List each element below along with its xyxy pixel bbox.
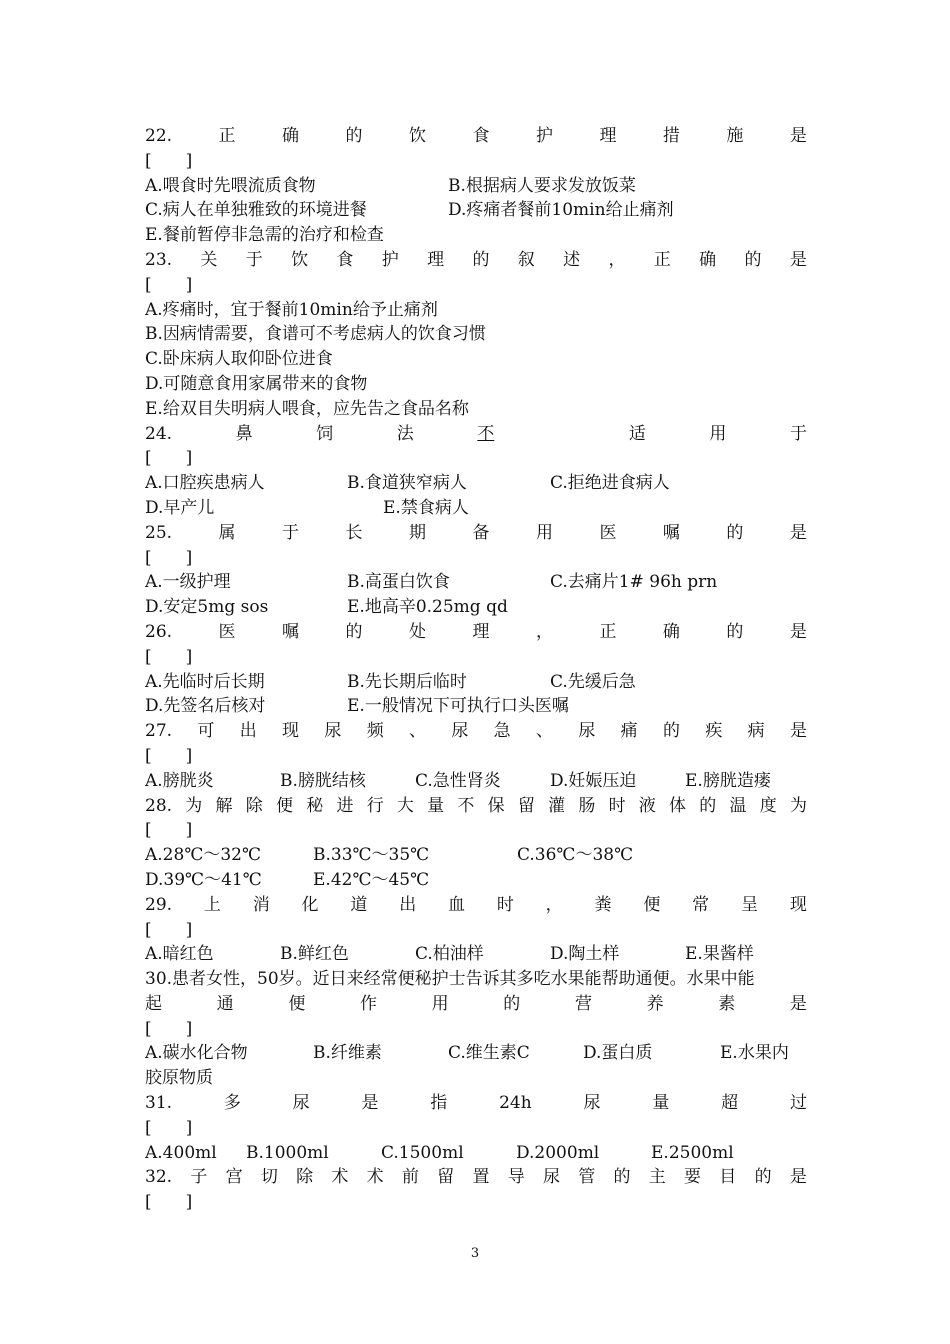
option-a: A.膀胱炎 bbox=[145, 770, 214, 791]
stem-token: 确 bbox=[699, 249, 717, 270]
stem-token: 32. bbox=[145, 1167, 173, 1188]
stem-token: 导 bbox=[507, 1167, 525, 1188]
stem-token: 、 bbox=[536, 721, 553, 742]
stem-token: 医 bbox=[218, 621, 236, 642]
stem-token: 确 bbox=[282, 126, 300, 146]
stem-token: 叙 bbox=[517, 249, 535, 270]
stem-token: 24. bbox=[145, 423, 173, 444]
stem-token: 通 bbox=[216, 993, 234, 1014]
stem-token: 29. bbox=[145, 894, 173, 915]
option-e: E.膀胱造瘘 bbox=[685, 770, 771, 791]
stem-token: 医 bbox=[599, 522, 617, 543]
answer-bracket: [ ] bbox=[145, 919, 193, 940]
option-e-continued: 胶原物质 bbox=[145, 1068, 213, 1089]
option-e: E.给双目失明病人喂食，应先告之食品名称 bbox=[145, 398, 469, 419]
stem-token: 是 bbox=[789, 522, 807, 543]
stem-token: 是 bbox=[789, 249, 807, 270]
stem-token: 疾 bbox=[705, 721, 723, 742]
option-e: E.地高辛0.25mg qd bbox=[347, 597, 508, 618]
question-26-stem bbox=[145, 620, 807, 645]
answer-bracket: [ ] bbox=[145, 820, 193, 841]
stem-token: 秘 bbox=[306, 795, 324, 816]
stem-token: 素 bbox=[718, 993, 736, 1014]
stem-token: 可 bbox=[197, 721, 215, 742]
stem-token: 的 bbox=[613, 1167, 631, 1188]
stem-token: 指 bbox=[430, 1093, 448, 1114]
stem-token: 23. bbox=[145, 249, 173, 270]
stem-token: 术 bbox=[331, 1167, 349, 1188]
options-row bbox=[145, 843, 807, 868]
stem-token: 的 bbox=[345, 621, 363, 642]
question-31-stem bbox=[145, 1091, 807, 1116]
stem-token: 正 bbox=[218, 126, 236, 146]
stem-token: 急 bbox=[493, 721, 511, 742]
stem-token: 正 bbox=[653, 249, 671, 270]
option-a: A.喂食时先喂流质食物 bbox=[145, 175, 316, 196]
options-row bbox=[145, 769, 807, 794]
stem-token: 管 bbox=[578, 1167, 596, 1188]
answer-bracket: [ ] bbox=[145, 274, 193, 295]
option-c: C.急性肾炎 bbox=[415, 770, 501, 791]
stem-token: 除 bbox=[245, 795, 263, 816]
question-29-stem bbox=[145, 893, 807, 918]
stem-token: 营 bbox=[574, 993, 592, 1014]
stem-token: 解 bbox=[215, 795, 233, 816]
options-row bbox=[145, 1041, 807, 1066]
stem-token: 正 bbox=[599, 621, 617, 642]
stem-token: 备 bbox=[472, 522, 490, 543]
option-d: D.2000ml bbox=[516, 1142, 600, 1163]
stem-token: 道 bbox=[350, 894, 368, 915]
option-b: B.1000ml bbox=[246, 1142, 329, 1163]
stem-token: 出 bbox=[399, 894, 417, 915]
stem-token: 的 bbox=[662, 721, 680, 742]
stem-token: 关 bbox=[200, 249, 218, 270]
option-c: C.拒绝进食病人 bbox=[550, 473, 670, 494]
stem-token: 嘱 bbox=[662, 522, 680, 543]
stem-token: 切 bbox=[260, 1167, 278, 1188]
stem-token: 期 bbox=[408, 522, 426, 543]
options-row bbox=[145, 198, 807, 223]
stem-token: 的 bbox=[345, 126, 363, 146]
stem-token: 的 bbox=[726, 522, 744, 543]
option-b: B.膀胱结核 bbox=[280, 770, 366, 791]
stem-token: 常 bbox=[692, 894, 710, 915]
stem-token: 大 bbox=[396, 795, 414, 816]
option-e: E.水果内 bbox=[720, 1043, 789, 1064]
stem-token: 于 bbox=[282, 522, 300, 543]
stem-token: 鼻 bbox=[235, 423, 253, 444]
option-d: D.安定5mg sos bbox=[145, 597, 269, 618]
stem-token: 置 bbox=[472, 1167, 490, 1188]
question-list bbox=[145, 124, 807, 1215]
option-e: E.餐前暂停非急需的治疗和检查 bbox=[145, 225, 384, 246]
stem-token: 痛 bbox=[620, 721, 638, 742]
stem-token: 现 bbox=[789, 894, 807, 915]
option-a: A.碳水化合物 bbox=[145, 1043, 248, 1064]
stem-token: 体 bbox=[669, 795, 687, 816]
options-row bbox=[145, 694, 807, 719]
question-32-stem bbox=[145, 1165, 807, 1190]
stem-token: 是 bbox=[789, 721, 807, 742]
stem-token: 除 bbox=[296, 1167, 314, 1188]
stem-token: 出 bbox=[239, 721, 257, 742]
stem-token: 用 bbox=[535, 522, 553, 543]
option-c: C.柏油样 bbox=[415, 944, 484, 965]
option-b: B.因病情需要，食谱可不考虑病人的饮食习惯 bbox=[145, 324, 486, 345]
stem-token: ， bbox=[545, 894, 563, 915]
option-c: C.卧床病人取仰卧位进食 bbox=[145, 349, 333, 370]
stem-token: 是 bbox=[789, 126, 807, 146]
option-d: D.先签名后核对 bbox=[145, 696, 266, 717]
option-b: B.食道狭窄病人 bbox=[347, 473, 467, 494]
option-e: E.2500ml bbox=[651, 1142, 734, 1163]
stem-token: 呈 bbox=[740, 894, 758, 915]
stem-token: 、 bbox=[409, 721, 427, 742]
stem-token: 属 bbox=[218, 522, 236, 543]
stem-token: 为 bbox=[185, 795, 203, 816]
stem-token: 于 bbox=[245, 249, 263, 270]
stem-token: 时 bbox=[608, 795, 626, 816]
option-c: C.去痛片1# 96h prn bbox=[550, 572, 718, 593]
stem-token: 25. bbox=[145, 522, 173, 543]
answer-bracket: [ ] bbox=[145, 547, 193, 568]
question-30-stem-line-2 bbox=[145, 992, 807, 1017]
stem-token: 长 bbox=[345, 522, 363, 543]
options-row bbox=[145, 942, 807, 967]
option-b: B.先长期后临时 bbox=[347, 671, 467, 692]
stem-token: 护 bbox=[381, 249, 399, 270]
stem-token: 法 bbox=[396, 423, 414, 444]
option-d: D.早产儿 bbox=[145, 497, 215, 518]
stem-token: 消 bbox=[252, 894, 270, 915]
stem-token: 述 bbox=[563, 249, 581, 270]
option-a: A.疼痛时，宜于餐前10min给予止痛剂 bbox=[145, 299, 438, 320]
option-c: C.先缓后急 bbox=[550, 671, 636, 692]
option-c: C.维生素C bbox=[448, 1043, 530, 1064]
stem-token: 度 bbox=[759, 795, 777, 816]
stem-token: 频 bbox=[366, 721, 384, 742]
stem-token: 的 bbox=[726, 621, 744, 642]
options-row bbox=[145, 496, 807, 521]
answer-bracket: [ ] bbox=[145, 1018, 193, 1039]
stem-token: 过 bbox=[789, 1093, 807, 1114]
stem-token: 施 bbox=[726, 126, 744, 146]
stem-token: 上 bbox=[203, 894, 221, 915]
option-a: A.口腔疾患病人 bbox=[145, 473, 265, 494]
option-b: B.根据病人要求发放饭菜 bbox=[448, 175, 636, 196]
stem-token: 的 bbox=[754, 1167, 772, 1188]
stem-token: 的 bbox=[744, 249, 762, 270]
page-number: 3 bbox=[470, 1246, 480, 1261]
option-a: A.28℃～32℃ bbox=[145, 845, 261, 866]
stem-token: ， bbox=[535, 621, 553, 642]
option-d: D.疼痛者餐前10min给止痛剂 bbox=[448, 200, 674, 221]
stem-token: 保 bbox=[487, 795, 505, 816]
stem-token: 的 bbox=[472, 249, 490, 270]
stem-token: 化 bbox=[301, 894, 319, 915]
stem-token: 多 bbox=[223, 1093, 241, 1114]
stem-token: 现 bbox=[282, 721, 300, 742]
stem-token: 处 bbox=[408, 621, 426, 642]
question-28-stem bbox=[145, 794, 807, 819]
stem-token: 温 bbox=[729, 795, 747, 816]
options-row bbox=[145, 174, 807, 199]
stem-token: 是 bbox=[789, 621, 807, 642]
options-row bbox=[145, 1141, 807, 1166]
stem-token: 灌 bbox=[548, 795, 566, 816]
answer-bracket: [ ] bbox=[145, 1192, 193, 1213]
stem-token: 尿 bbox=[583, 1093, 601, 1114]
question-25-stem bbox=[145, 521, 807, 546]
question-23-stem bbox=[145, 248, 807, 273]
stem-token: 要 bbox=[684, 1167, 702, 1188]
option-c: C.1500ml bbox=[381, 1142, 464, 1163]
stem-token: 为 bbox=[789, 795, 807, 816]
stem-token: 时 bbox=[496, 894, 514, 915]
stem-token: 养 bbox=[646, 993, 664, 1014]
question-27-stem bbox=[145, 719, 807, 744]
option-b: B.33℃～35℃ bbox=[313, 845, 430, 866]
stem-token: 适 bbox=[628, 423, 646, 444]
option-c: C.36℃～38℃ bbox=[517, 845, 634, 866]
stem-token: 尿 bbox=[578, 721, 596, 742]
stem-token: 食 bbox=[336, 249, 354, 270]
option-e: E.果酱样 bbox=[685, 944, 754, 965]
option-a: A.先临时后长期 bbox=[145, 671, 265, 692]
option-d: D.妊娠压迫 bbox=[550, 770, 637, 791]
answer-bracket: [ ] bbox=[145, 448, 193, 469]
stem-token: 量 bbox=[652, 1093, 670, 1114]
stem-token: 31. bbox=[145, 1093, 173, 1114]
stem-token: 术 bbox=[366, 1167, 384, 1188]
stem-token: 28. bbox=[145, 795, 173, 816]
stem-token: 目 bbox=[719, 1167, 737, 1188]
stem-token: 饲 bbox=[316, 423, 334, 444]
option-b: B.鲜红色 bbox=[280, 944, 349, 965]
option-d: D.蛋白质 bbox=[583, 1043, 653, 1064]
stem-token: 护 bbox=[535, 126, 553, 146]
stem-token: 主 bbox=[648, 1167, 666, 1188]
stem-token: 用 bbox=[709, 423, 727, 444]
stem-token: 起 bbox=[145, 993, 162, 1014]
stem-token-underlined: 不 bbox=[477, 423, 495, 444]
option-e: E.42℃～45℃ bbox=[313, 869, 430, 890]
stem-token: 行 bbox=[366, 795, 384, 816]
option-c: C.病人在单独雅致的环境进餐 bbox=[145, 200, 367, 221]
option-d: D.39℃～41℃ bbox=[145, 869, 262, 890]
option-e: E.禁食病人 bbox=[383, 497, 469, 518]
stem-token: 作 bbox=[359, 993, 377, 1014]
question-22-stem bbox=[145, 124, 807, 149]
stem-token: 超 bbox=[721, 1093, 739, 1114]
stem-token: 肠 bbox=[578, 795, 596, 816]
stem-token: 24h bbox=[499, 1093, 532, 1114]
option-d: D.陶土样 bbox=[550, 944, 620, 965]
question-24-stem bbox=[145, 422, 807, 447]
stem-token: 于 bbox=[789, 423, 807, 444]
answer-bracket: [ ] bbox=[145, 1117, 193, 1138]
options-row bbox=[145, 670, 807, 695]
stem-token: 病 bbox=[747, 721, 765, 742]
stem-token: 尿 bbox=[324, 721, 342, 742]
stem-token: 尿 bbox=[542, 1167, 560, 1188]
stem-token: 确 bbox=[662, 621, 680, 642]
stem-token: 留 bbox=[437, 1167, 455, 1188]
option-a: A.一级护理 bbox=[145, 572, 231, 593]
stem-token: 理 bbox=[427, 249, 445, 270]
stem-token: 不 bbox=[457, 795, 475, 816]
stem-token: 子 bbox=[190, 1167, 208, 1188]
stem-token: 理 bbox=[599, 126, 617, 146]
stem-token: 食 bbox=[472, 126, 490, 146]
option-d: D.可随意食用家属带来的食物 bbox=[145, 373, 368, 394]
stem-token: 的 bbox=[699, 795, 717, 816]
answer-bracket: [ ] bbox=[145, 646, 193, 667]
stem-token: 是 bbox=[789, 1167, 807, 1188]
option-a: A.暗红色 bbox=[145, 944, 214, 965]
option-a: A.400ml bbox=[145, 1142, 217, 1163]
stem-token: 26. bbox=[145, 621, 173, 642]
option-e: E.一般情况下可执行口头医嘱 bbox=[347, 696, 569, 717]
options-row bbox=[145, 471, 807, 496]
question-30-stem-line-1: 30.患者女性，50岁。近日来经常便秘护士告诉其多吃水果能帮助通便。水果中能 bbox=[145, 969, 755, 990]
options-row bbox=[145, 570, 807, 595]
stem-token: 量 bbox=[427, 795, 445, 816]
stem-token: 22. bbox=[145, 126, 173, 146]
stem-token: 便 bbox=[275, 795, 293, 816]
stem-token: 前 bbox=[401, 1167, 419, 1188]
stem-token: 留 bbox=[517, 795, 535, 816]
stem-token: 进 bbox=[336, 795, 354, 816]
stem-token: 尿 bbox=[451, 721, 469, 742]
stem-token: 血 bbox=[448, 894, 466, 915]
answer-bracket: [ ] bbox=[145, 745, 193, 766]
stem-token: 尿 bbox=[292, 1093, 310, 1114]
options-row bbox=[145, 595, 807, 620]
stem-token: 用 bbox=[431, 993, 449, 1014]
stem-token: 理 bbox=[472, 621, 490, 642]
stem-token: 的 bbox=[503, 993, 521, 1014]
stem-token: 饮 bbox=[408, 126, 426, 146]
stem-token: 宫 bbox=[225, 1167, 243, 1188]
stem-token: ， bbox=[608, 249, 626, 270]
stem-token: 嘱 bbox=[282, 621, 300, 642]
stem-token: 粪 bbox=[594, 894, 612, 915]
options-row bbox=[145, 868, 807, 893]
stem-token: 饮 bbox=[291, 249, 309, 270]
option-b: B.纤维素 bbox=[313, 1043, 382, 1064]
stem-token: 液 bbox=[638, 795, 656, 816]
stem-token: 便 bbox=[288, 993, 306, 1014]
stem-token: 是 bbox=[361, 1093, 379, 1114]
option-b: B.高蛋白饮食 bbox=[347, 572, 450, 593]
answer-bracket: [ ] bbox=[145, 150, 193, 171]
stem-token: 27. bbox=[145, 721, 173, 742]
stem-token: 便 bbox=[643, 894, 661, 915]
stem-token: 措 bbox=[662, 126, 680, 146]
stem-token: 是 bbox=[789, 993, 807, 1014]
